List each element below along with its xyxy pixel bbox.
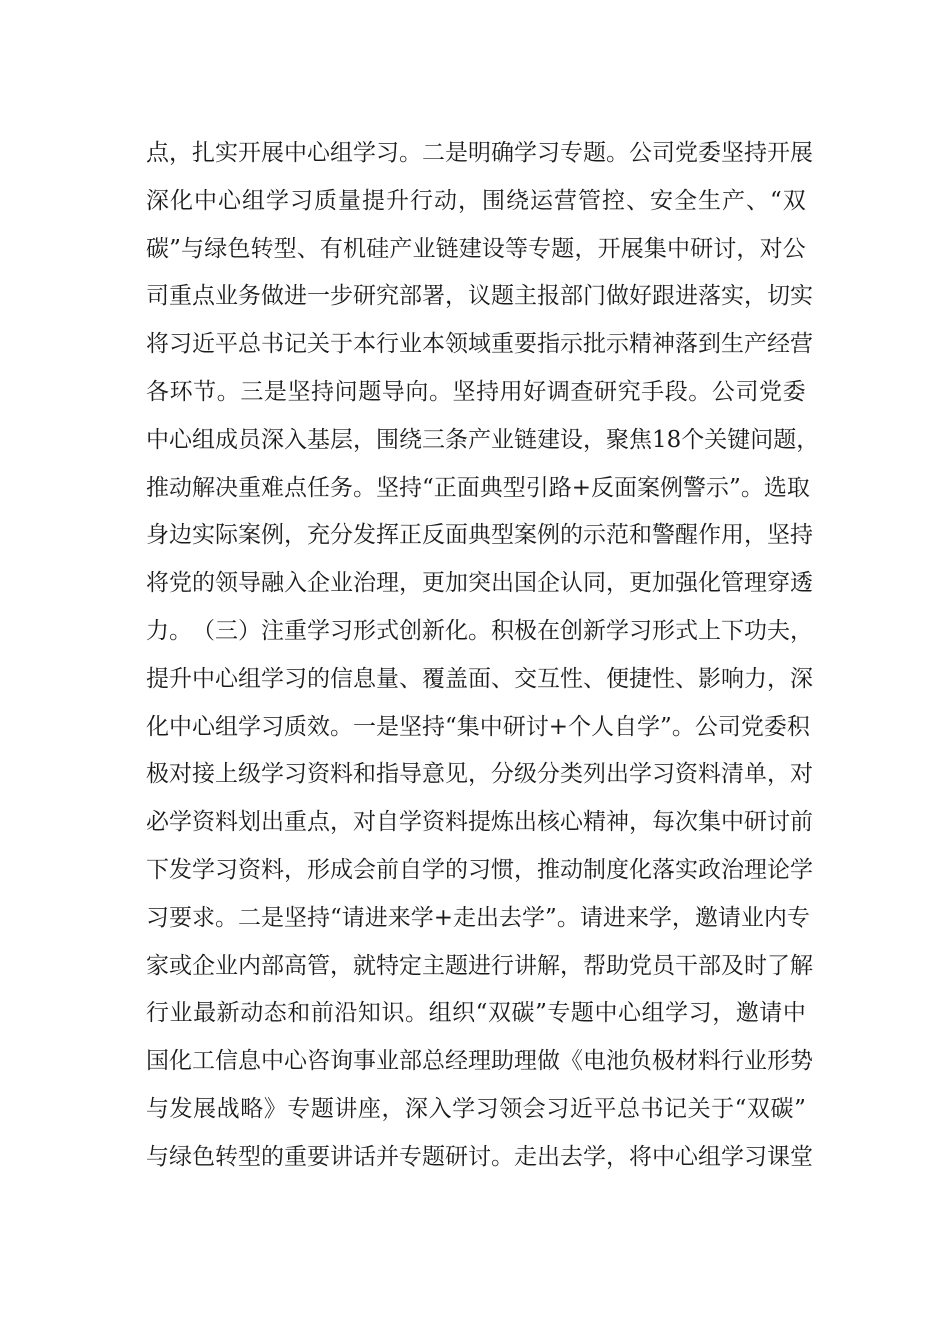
text-line: 深 化 中 心 组 学 习 质 量 提 升 行 动 ， 围 绕 运 营 管 控 、 安 全 生 产 、 “ 双 [146, 187, 806, 214]
text-line: 将 党 的 领 导 融 入 企 业 治 理 ， 更 加 突 出 国 企 认 同 ， 更 加 强 化 管 理 穿 透 [146, 570, 813, 597]
text-line: 各 环 节 。 三 是 坚 持 问 题 导 向 。 坚 持 用 好 调 查 研 究 手 段 。 公 司 党 委 [146, 378, 806, 405]
text-line: 司 重 点 业 务 做 进 一 步 研 究 部 署 ， 议 题 主 报 部 门 做 好 跟 进 落 实 ， 切 实 [146, 283, 813, 310]
text-line: 极 对 接 上 级 学 习 资 料 和 指 导 意 见 ， 分 级 分 类 列 出 学 习 资 料 清 单 ， 对 [146, 761, 813, 788]
text-line: 力 。 （ 三 ） 注 重 学 习 形 式 创 新 化 。 积 极 在 创 新 学 习 形 式 上 下 功 夫 ， [146, 617, 813, 644]
text-line: 家 或 企 业 内 部 高 管 ， 就 特 定 主 题 进 行 讲 解 ， 帮 助 党 员 干 部 及 时 了 解 [146, 952, 813, 979]
body-paragraph [146, 130, 820, 1182]
text-line: 将 习 近 平 总 书 记 关 于 本 行 业 本 领 域 重 要 指 示 批 示 精 神 落 到 生 产 经 营 [146, 331, 813, 358]
text-line: 点 ， 扎 实 开 展 中 心 组 学 习 。 二 是 明 确 学 习 专 题 。 公 司 党 委 坚 持 开 展 [146, 140, 813, 166]
text-line: 下 发 学 习 资 料 ， 形 成 会 前 自 学 的 习 惯 ， 推 动 制 度 化 落 实 政 治 理 论 学 [146, 856, 813, 883]
text-line: 与 发 展 战 略 》 专 题 讲 座 ， 深 入 学 习 领 会 习 近 平 总 书 记 关 于 “ 双 碳 ” [146, 1095, 806, 1122]
text-line: 提 升 中 心 组 学 习 的 信 息 量 、 覆 盖 面 、 交 互 性 、 便 捷 性 、 影 响 力 ， 深 [146, 665, 813, 692]
text-line: 身 边 实 际 案 例 ， 充 分 发 挥 正 反 面 典 型 案 例 的 示 范 和 警 醒 作 用 ， 坚 持 [146, 522, 813, 549]
text-line: 推 动 解 决 重 难 点 任 务 。 坚 持 “ 正 面 典 型 引 路 + 反 面 案 例 警 示 ” 。 选 取 [146, 474, 810, 501]
text-line: 国 化 工 信 息 中 心 咨 询 事 业 部 总 经 理 助 理 做 《 电 池 负 极 材 料 行 业 形 势 [146, 1048, 813, 1075]
text-line: 与 绿 色 转 型 的 重 要 讲 话 并 专 题 研 讨 。 走 出 去 学 ， 将 中 心 组 学 习 课 堂 [146, 1143, 813, 1170]
text-line: 中 心 组 成 员 深 入 基 层 ， 围 绕 三 条 产 业 链 建 设 ， 聚 焦 18 个 关 键 问 题 ， [146, 426, 820, 453]
text-line: 习 要 求 。 二 是 坚 持 “ 请 进 来 学 + 走 出 去 学 ” 。 请 进 来 学 ， 邀 请 业 内 专 [146, 904, 810, 931]
text-line: 必 学 资 料 划 出 重 点 ， 对 自 学 资 料 提 炼 出 核 心 精 神 ， 每 次 集 中 研 讨 前 [146, 809, 813, 836]
text-line: 化 中 心 组 学 习 质 效 。 一 是 坚 持 “ 集 中 研 讨 + 个 人 自 学 ” 。 公 司 党 委 积 [146, 713, 810, 740]
text-line: 行 业 最 新 动 态 和 前 沿 知 识 。 组 织 “ 双 碳 ” 专 题 中 心 组 学 习 ， 邀 请 中 [146, 1000, 806, 1027]
text-line: 碳 ” 与 绿 色 转 型 、 有 机 硅 产 业 链 建 设 等 专 题 ， 开 展 集 中 研 讨 ， 对 公 [146, 235, 806, 262]
